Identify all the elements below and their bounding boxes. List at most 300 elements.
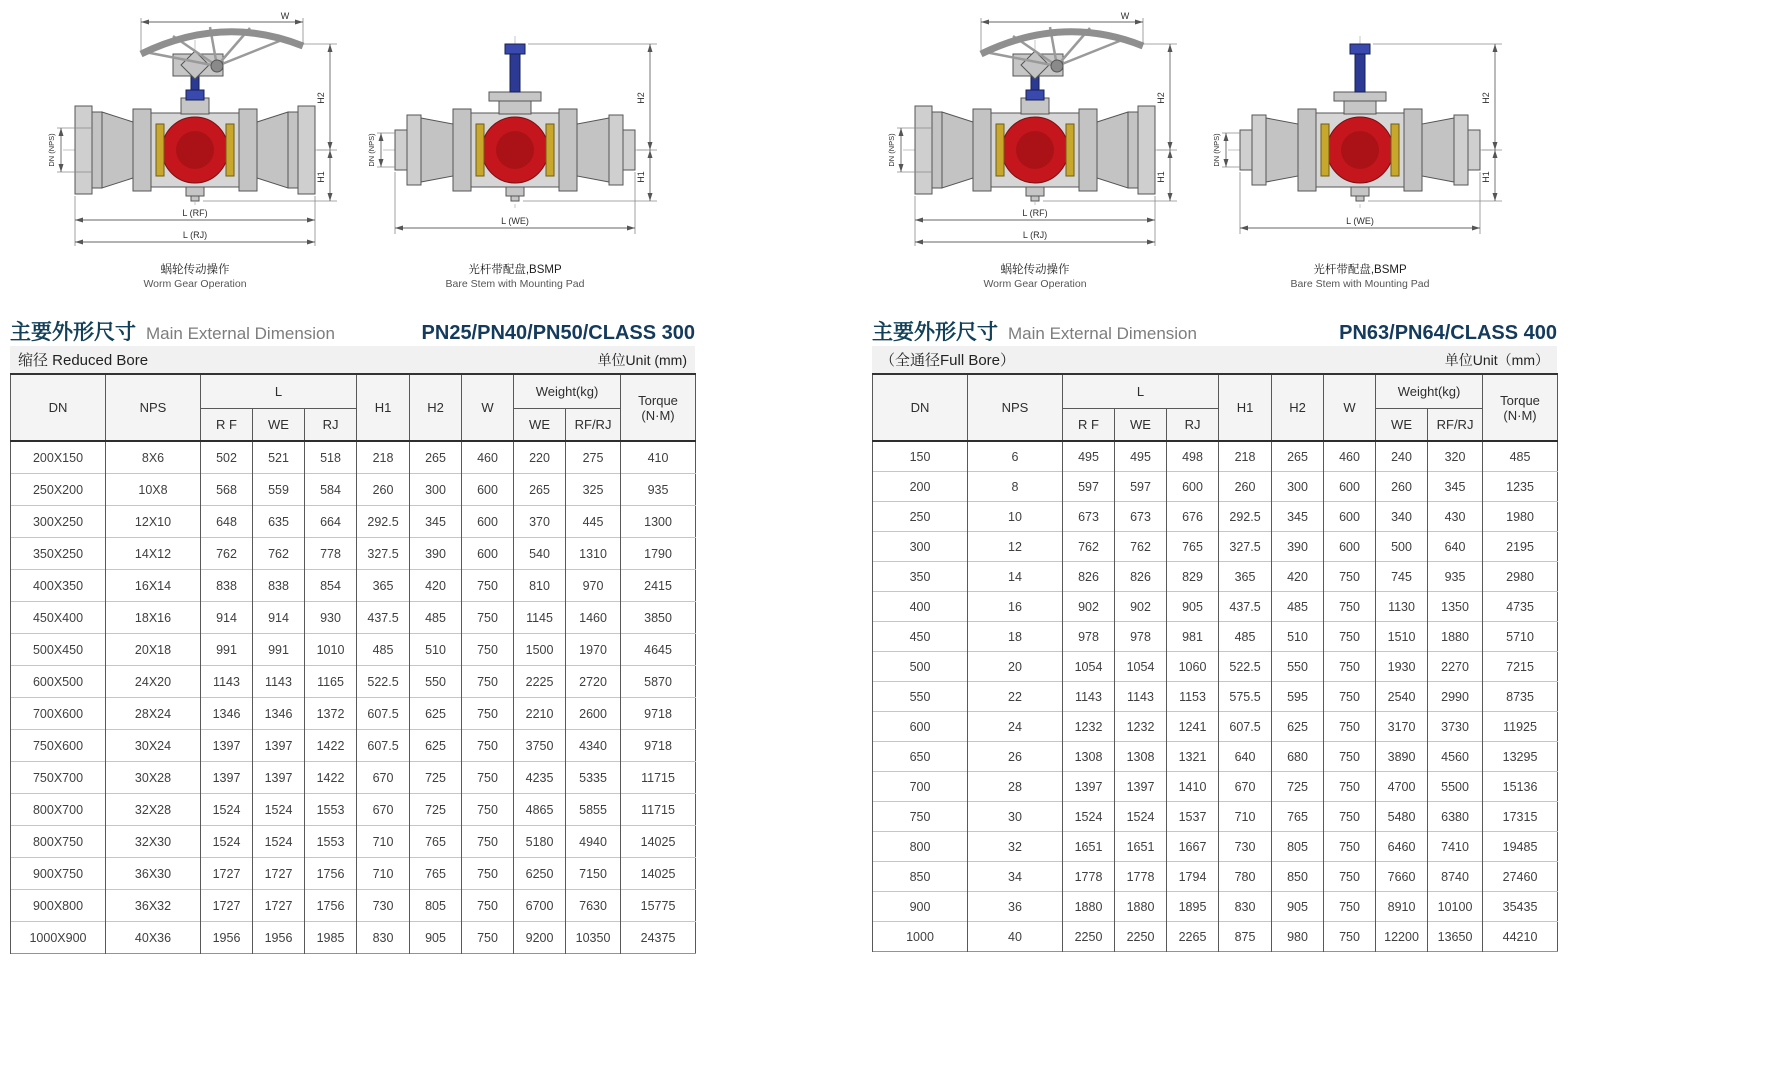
table-cell: 981 xyxy=(1167,622,1219,652)
table-cell: 1054 xyxy=(1063,652,1115,682)
table-cell: 550 xyxy=(873,682,968,712)
table-cell: 900 xyxy=(873,892,968,922)
table-cell: 1880 xyxy=(1115,892,1167,922)
table-cell: 20 xyxy=(968,652,1063,682)
section-full-bore xyxy=(872,0,1557,954)
table-cell: 500 xyxy=(873,652,968,682)
table-cell: 8 xyxy=(968,472,1063,502)
table-cell: 8X6 xyxy=(106,441,201,474)
table-cell: 6380 xyxy=(1428,802,1483,832)
table-cell: 10 xyxy=(968,502,1063,532)
table-cell: 36X32 xyxy=(106,890,201,922)
table-cell: 750 xyxy=(462,666,514,698)
table-cell: 485 xyxy=(357,634,410,666)
table-cell: 597 xyxy=(1115,472,1167,502)
table-cell: 7215 xyxy=(1483,652,1558,682)
table-cell: 600 xyxy=(462,538,514,570)
table-cell: 200X150 xyxy=(11,441,106,474)
table-row xyxy=(873,472,1558,502)
table-cell: 4340 xyxy=(566,730,621,762)
table-row xyxy=(11,538,696,570)
table-row xyxy=(11,506,696,538)
table-cell: 750 xyxy=(462,762,514,794)
table-cell: 600 xyxy=(462,506,514,538)
table-cell: 745 xyxy=(1376,562,1428,592)
table-cell: 30X24 xyxy=(106,730,201,762)
table-cell: 300 xyxy=(410,474,462,506)
table-cell: 750 xyxy=(462,922,514,954)
table-cell: 830 xyxy=(1219,892,1272,922)
table-cell: 460 xyxy=(1324,441,1376,472)
dim-label-h2: H2 xyxy=(1481,92,1491,104)
table-cell: 365 xyxy=(357,570,410,602)
table-cell: 978 xyxy=(1063,622,1115,652)
table-cell: 345 xyxy=(1272,502,1324,532)
table-cell: 7410 xyxy=(1428,832,1483,862)
table-cell: 1130 xyxy=(1376,592,1428,622)
table-cell: 1727 xyxy=(253,890,305,922)
table-cell: 1727 xyxy=(253,858,305,890)
table-cell: 460 xyxy=(462,441,514,474)
table-cell: 1980 xyxy=(1483,502,1558,532)
dim-label-h2: H2 xyxy=(1156,92,1166,104)
table-cell: 1143 xyxy=(1063,682,1115,712)
table-cell: 6250 xyxy=(514,858,566,890)
table-cell: 32X28 xyxy=(106,794,201,826)
table-subheader xyxy=(872,346,1557,373)
col-header-weight: Weight(kg) xyxy=(1376,374,1483,409)
table-cell: 750X600 xyxy=(11,730,106,762)
table-row xyxy=(11,698,696,730)
table-cell: 2270 xyxy=(1428,652,1483,682)
col-header-l: L xyxy=(201,374,357,409)
table-cell: 625 xyxy=(1272,712,1324,742)
table-cell: 4700 xyxy=(1376,772,1428,802)
table-cell: 5855 xyxy=(566,794,621,826)
drawing-block-bare-stem xyxy=(1210,10,1510,290)
table-cell: 450X400 xyxy=(11,602,106,634)
table-cell: 6 xyxy=(968,441,1063,472)
table-cell: 15775 xyxy=(621,890,696,922)
table-cell: 935 xyxy=(1428,562,1483,592)
table-cell: 11715 xyxy=(621,794,696,826)
table-cell: 550 xyxy=(1272,652,1324,682)
table-cell: 410 xyxy=(621,441,696,474)
table-cell: 765 xyxy=(410,858,462,890)
table-cell: 250 xyxy=(873,502,968,532)
table-cell: 568 xyxy=(201,474,253,506)
table-row xyxy=(873,922,1558,952)
table-cell: 1880 xyxy=(1428,622,1483,652)
table-cell: 260 xyxy=(1376,472,1428,502)
table-cell: 805 xyxy=(410,890,462,922)
table-cell: 2210 xyxy=(514,698,566,730)
col-header-torque xyxy=(1483,374,1558,441)
table-cell: 19485 xyxy=(1483,832,1558,862)
table-cell: 805 xyxy=(1272,832,1324,862)
col-header-dn: DN xyxy=(873,374,968,441)
table-cell: 1397 xyxy=(253,730,305,762)
table-row xyxy=(873,772,1558,802)
table-cell: 260 xyxy=(357,474,410,506)
table-cell: 607.5 xyxy=(1219,712,1272,742)
table-cell: 522.5 xyxy=(1219,652,1272,682)
table-cell: 830 xyxy=(357,922,410,954)
table-cell: 750 xyxy=(462,890,514,922)
table-cell: 485 xyxy=(410,602,462,634)
table-cell: 15136 xyxy=(1483,772,1558,802)
col-header-w: W xyxy=(1324,374,1376,441)
table-cell: 300 xyxy=(873,532,968,562)
col-header-l: L xyxy=(1063,374,1219,409)
table-cell: 1956 xyxy=(201,922,253,954)
table-cell: 750 xyxy=(1324,862,1376,892)
table-cell: 300X250 xyxy=(11,506,106,538)
table-cell: 750 xyxy=(462,698,514,730)
table-cell: 420 xyxy=(1272,562,1324,592)
table-cell: 1956 xyxy=(253,922,305,954)
table-cell: 400X350 xyxy=(11,570,106,602)
table-cell: 800 xyxy=(873,832,968,862)
table-cell: 32X30 xyxy=(106,826,201,858)
table-cell: 44210 xyxy=(1483,922,1558,952)
col-header-torque-line1: Torque xyxy=(638,392,678,408)
table-cell: 495 xyxy=(1115,441,1167,472)
table-cell: 640 xyxy=(1219,742,1272,772)
col-header-weight: Weight(kg) xyxy=(514,374,621,409)
table-cell: 584 xyxy=(305,474,357,506)
table-row xyxy=(11,890,696,922)
col-header-w: W xyxy=(462,374,514,441)
table-cell: 240 xyxy=(1376,441,1428,472)
table-cell: 14 xyxy=(968,562,1063,592)
table-cell: 2195 xyxy=(1483,532,1558,562)
table-cell: 6700 xyxy=(514,890,566,922)
col-header-weight-rfrj: RF/RJ xyxy=(1428,409,1483,442)
table-cell: 1397 xyxy=(201,762,253,794)
section-title-row xyxy=(10,316,695,346)
table-cell: 445 xyxy=(566,506,621,538)
table-cell: 1143 xyxy=(1115,682,1167,712)
table-cell: 730 xyxy=(357,890,410,922)
table-cell: 750 xyxy=(1324,682,1376,712)
table-cell: 437.5 xyxy=(1219,592,1272,622)
dim-label-l-rf: L (RF) xyxy=(182,208,208,218)
table-cell: 1321 xyxy=(1167,742,1219,772)
dim-label-l-we: L (WE) xyxy=(1346,216,1374,226)
table-cell: 670 xyxy=(357,762,410,794)
table-cell: 673 xyxy=(1063,502,1115,532)
table-cell: 750 xyxy=(1324,592,1376,622)
table-cell: 875 xyxy=(1219,922,1272,952)
table-cell: 905 xyxy=(410,922,462,954)
drawing-caption-en: Worm Gear Operation xyxy=(143,278,247,290)
table-cell: 1794 xyxy=(1167,862,1219,892)
table-cell: 5480 xyxy=(1376,802,1428,832)
table-cell: 978 xyxy=(1115,622,1167,652)
table-cell: 710 xyxy=(357,826,410,858)
table-cell: 20X18 xyxy=(106,634,201,666)
table-body xyxy=(11,441,696,954)
valve-drawing-worm-gear xyxy=(885,10,1185,255)
drawings-row-left xyxy=(10,10,695,302)
table-cell: 8735 xyxy=(1483,682,1558,712)
table-cell: 850 xyxy=(873,862,968,892)
table-cell: 1308 xyxy=(1115,742,1167,772)
table-cell: 14025 xyxy=(621,826,696,858)
table-cell: 1930 xyxy=(1376,652,1428,682)
table-row xyxy=(11,570,696,602)
section-title-row xyxy=(872,316,1557,346)
table-cell: 30 xyxy=(968,802,1063,832)
table-row xyxy=(873,652,1558,682)
table-cell: 327.5 xyxy=(1219,532,1272,562)
table-cell: 991 xyxy=(253,634,305,666)
table-cell: 430 xyxy=(1428,502,1483,532)
table-cell: 22 xyxy=(968,682,1063,712)
table-cell: 826 xyxy=(1063,562,1115,592)
table-body xyxy=(873,441,1558,952)
table-cell: 710 xyxy=(1219,802,1272,832)
table-cell: 838 xyxy=(201,570,253,602)
table-cell: 600X500 xyxy=(11,666,106,698)
table-cell: 991 xyxy=(201,634,253,666)
table-cell: 325 xyxy=(566,474,621,506)
col-header-rf: R F xyxy=(201,409,253,442)
table-cell: 750 xyxy=(462,794,514,826)
table-cell: 9200 xyxy=(514,922,566,954)
section-title-en: Main External Dimension xyxy=(1008,324,1197,343)
table-cell: 680 xyxy=(1272,742,1324,772)
table-cell: 13650 xyxy=(1428,922,1483,952)
table-cell: 1372 xyxy=(305,698,357,730)
dim-label-h1: H1 xyxy=(636,171,646,183)
pressure-class-title: PN63/PN64/CLASS 400 xyxy=(1339,322,1557,344)
table-cell: 9718 xyxy=(621,698,696,730)
table-row xyxy=(873,712,1558,742)
table-cell: 2415 xyxy=(621,570,696,602)
drawing-caption-cn: 蜗轮传动操作 xyxy=(1000,264,1070,276)
table-cell: 345 xyxy=(1428,472,1483,502)
table-cell: 9718 xyxy=(621,730,696,762)
table-cell: 502 xyxy=(201,441,253,474)
table-cell: 762 xyxy=(1115,532,1167,562)
table-cell: 1054 xyxy=(1115,652,1167,682)
table-cell: 1537 xyxy=(1167,802,1219,832)
table-cell: 1235 xyxy=(1483,472,1558,502)
table-cell: 3730 xyxy=(1428,712,1483,742)
table-row xyxy=(873,832,1558,862)
table-cell: 1790 xyxy=(621,538,696,570)
drawing-caption-cn: 光杆带配盘,BSMP xyxy=(1313,264,1407,276)
table-cell: 595 xyxy=(1272,682,1324,712)
table-cell: 750 xyxy=(1324,562,1376,592)
table-cell: 640 xyxy=(1428,532,1483,562)
table-cell: 1524 xyxy=(201,826,253,858)
table-cell: 902 xyxy=(1115,592,1167,622)
col-header-weight-we: WE xyxy=(1376,409,1428,442)
table-cell: 750 xyxy=(1324,802,1376,832)
table-cell: 26 xyxy=(968,742,1063,772)
table-cell: 1778 xyxy=(1063,862,1115,892)
table-cell: 1397 xyxy=(201,730,253,762)
table-cell: 2720 xyxy=(566,666,621,698)
table-cell: 218 xyxy=(357,441,410,474)
col-header-torque xyxy=(621,374,696,441)
drawing-caption-en: Bare Stem with Mounting Pad xyxy=(445,278,585,290)
table-cell: 7630 xyxy=(566,890,621,922)
table-cell: 914 xyxy=(253,602,305,634)
table-cell: 24 xyxy=(968,712,1063,742)
table-cell: 762 xyxy=(253,538,305,570)
table-cell: 350 xyxy=(873,562,968,592)
table-cell: 1397 xyxy=(253,762,305,794)
dim-label-l-we: L (WE) xyxy=(501,216,529,226)
table-cell: 600 xyxy=(1324,472,1376,502)
table-cell: 750 xyxy=(1324,922,1376,952)
table-cell: 35435 xyxy=(1483,892,1558,922)
dim-label-dn: DN (NPS) xyxy=(887,133,896,167)
table-row xyxy=(11,666,696,698)
dim-label-l-rj: L (RJ) xyxy=(182,230,208,240)
col-header-torque-line2: (N·M) xyxy=(1503,407,1537,423)
table-cell: 725 xyxy=(1272,772,1324,802)
table-cell: 6460 xyxy=(1376,832,1428,862)
drawing-block-worm-gear xyxy=(45,10,345,290)
table-cell: 1880 xyxy=(1063,892,1115,922)
table-cell: 24375 xyxy=(621,922,696,954)
table-cell: 810 xyxy=(514,570,566,602)
drawing-caption-cn: 蜗轮传动操作 xyxy=(160,264,230,276)
table-cell: 3890 xyxy=(1376,742,1428,772)
table-cell: 150 xyxy=(873,441,968,472)
dim-label-dn: DN (NPS) xyxy=(47,133,56,167)
table-cell: 673 xyxy=(1115,502,1167,532)
table-cell: 485 xyxy=(1483,441,1558,472)
table-cell: 370 xyxy=(514,506,566,538)
table-row xyxy=(873,682,1558,712)
table-cell: 2250 xyxy=(1063,922,1115,952)
table-cell: 550 xyxy=(410,666,462,698)
table-header xyxy=(11,374,696,441)
table-cell: 750 xyxy=(1324,892,1376,922)
table-cell: 700X600 xyxy=(11,698,106,730)
table-row xyxy=(873,862,1558,892)
table-cell: 829 xyxy=(1167,562,1219,592)
table-cell: 4865 xyxy=(514,794,566,826)
table-cell: 5180 xyxy=(514,826,566,858)
table-cell: 625 xyxy=(410,730,462,762)
table-cell: 27460 xyxy=(1483,862,1558,892)
table-cell: 28 xyxy=(968,772,1063,802)
table-row xyxy=(11,826,696,858)
table-cell: 725 xyxy=(410,794,462,826)
table-cell: 498 xyxy=(1167,441,1219,472)
table-cell: 32 xyxy=(968,832,1063,862)
section-title-cn: 主要外形尺寸 xyxy=(10,321,136,344)
table-cell: 725 xyxy=(410,762,462,794)
table-cell: 220 xyxy=(514,441,566,474)
table-cell: 1010 xyxy=(305,634,357,666)
table-cell: 765 xyxy=(1167,532,1219,562)
table-subheader xyxy=(10,346,695,373)
table-row xyxy=(873,892,1558,922)
table-cell: 750 xyxy=(1324,772,1376,802)
table-cell: 1143 xyxy=(253,666,305,698)
table-cell: 600 xyxy=(873,712,968,742)
table-row xyxy=(11,922,696,954)
table-cell: 1397 xyxy=(1115,772,1167,802)
table-cell: 420 xyxy=(410,570,462,602)
col-header-dn: DN xyxy=(11,374,106,441)
dim-label-h2: H2 xyxy=(636,92,646,104)
table-cell: 800X700 xyxy=(11,794,106,826)
table-cell: 5710 xyxy=(1483,622,1558,652)
table-cell: 390 xyxy=(1272,532,1324,562)
table-row xyxy=(11,858,696,890)
table-cell: 4235 xyxy=(514,762,566,794)
table-cell: 327.5 xyxy=(357,538,410,570)
table-row xyxy=(873,441,1558,472)
table-cell: 730 xyxy=(1219,832,1272,862)
table-cell: 14X12 xyxy=(106,538,201,570)
table-cell: 2225 xyxy=(514,666,566,698)
table-cell: 854 xyxy=(305,570,357,602)
col-header-h2: H2 xyxy=(410,374,462,441)
table-cell: 914 xyxy=(201,602,253,634)
table-row xyxy=(873,622,1558,652)
table-cell: 1524 xyxy=(1063,802,1115,832)
table-cell: 500 xyxy=(1376,532,1428,562)
table-cell: 3850 xyxy=(621,602,696,634)
table-cell: 2980 xyxy=(1483,562,1558,592)
table-cell: 390 xyxy=(410,538,462,570)
table-cell: 1667 xyxy=(1167,832,1219,862)
drawing-caption-cn: 光杆带配盘,BSMP xyxy=(468,264,562,276)
table-row xyxy=(11,730,696,762)
table-cell: 1308 xyxy=(1063,742,1115,772)
table-cell: 750 xyxy=(462,602,514,634)
table-cell: 1553 xyxy=(305,826,357,858)
table-cell: 1970 xyxy=(566,634,621,666)
table-cell: 510 xyxy=(410,634,462,666)
table-cell: 935 xyxy=(621,474,696,506)
table-cell: 970 xyxy=(566,570,621,602)
dimension-table-class300 xyxy=(10,373,696,954)
table-cell: 750 xyxy=(1324,712,1376,742)
table-cell: 30X28 xyxy=(106,762,201,794)
table-cell: 485 xyxy=(1272,592,1324,622)
table-cell: 5870 xyxy=(621,666,696,698)
table-row xyxy=(873,742,1558,772)
drawing-caption-en: Bare Stem with Mounting Pad xyxy=(1290,278,1430,290)
bore-type-label: （全通径Full Bore） xyxy=(880,352,1016,369)
table-cell: 607.5 xyxy=(357,730,410,762)
col-header-rj: RJ xyxy=(305,409,357,442)
table-cell: 1232 xyxy=(1115,712,1167,742)
table-cell: 1778 xyxy=(1115,862,1167,892)
table-cell: 900X750 xyxy=(11,858,106,890)
drawings-row-right xyxy=(872,10,1557,302)
valve-drawing-bare-stem xyxy=(1210,10,1510,255)
col-header-weight-rfrj: RF/RJ xyxy=(566,409,621,442)
table-cell: 1510 xyxy=(1376,622,1428,652)
table-cell: 1143 xyxy=(201,666,253,698)
table-cell: 750X700 xyxy=(11,762,106,794)
table-cell: 1410 xyxy=(1167,772,1219,802)
table-cell: 1553 xyxy=(305,794,357,826)
table-cell: 676 xyxy=(1167,502,1219,532)
